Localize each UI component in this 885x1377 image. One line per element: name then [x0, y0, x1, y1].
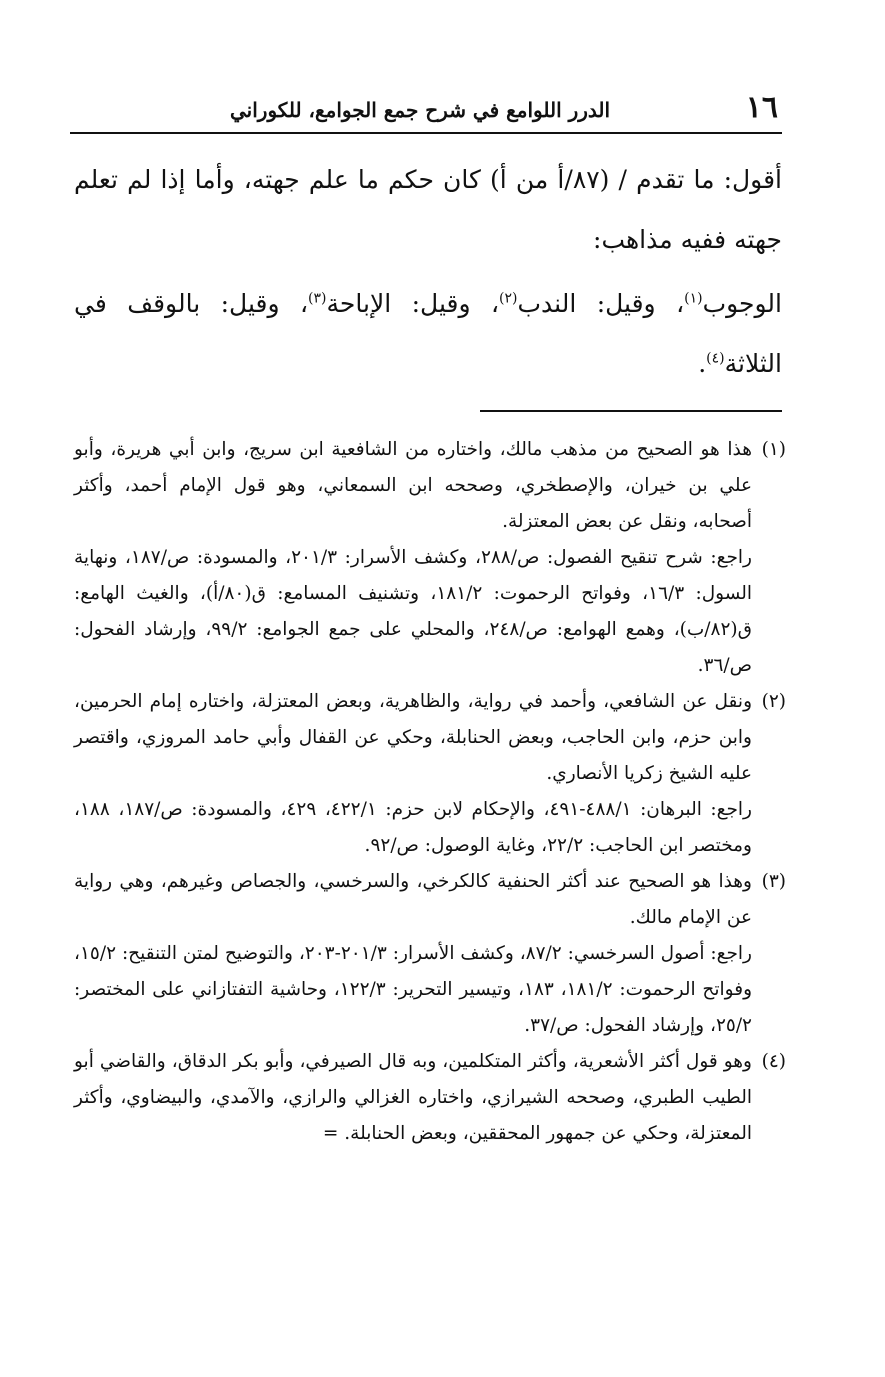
page-number: ١٦ [745, 90, 778, 125]
footnote-3 [74, 864, 786, 1044]
footnote-separator [480, 410, 782, 412]
footnote-body [74, 684, 752, 864]
running-title: الدرر اللوامع في شرح جمع الجوامع، للكوراني [230, 98, 611, 122]
page-header [70, 86, 782, 134]
footnote-paragraph: ونقل عن الشافعي، وأحمد في رواية، والظاهرية، وبعض المعتزلة، واختاره إمام الحرمين، وابن حزم، وابن الحاجب، وبعض الحنابلة، وحكي عن القفال وأبي حامد المروزي، واقتصر عليه الشيخ زكريا الأنصاري. [74, 691, 752, 784]
footnote-paragraph: هذا هو الصحيح من مذهب مالك، واختاره من الشافعية ابن سريج، وابن أبي هريرة، وأبو علي بن خيران، والإصطخري، وصححه ابن السمعاني، وهو قول الإمام أحمد، وأكثر أصحابه، ونقل عن بعض المعتزلة. [74, 439, 752, 532]
main-paragraph: أقول: ما تقدم / (٨٧/أ من أ) كان حكم ما علم جهته، وأما إذا لم تعلم جهته ففيه مذاهب: [74, 165, 782, 254]
footnote-ref-4: (٤) [706, 350, 725, 367]
footnote-references: راجع: البرهان: ٤٨٨/١-٤٩١، والإحكام لابن حزم: ٤٢٢/١، ٤٢٩، والمسودة: ص/١٨٧، ١٨٨، ومختصر ابن الحاجب: ٢٢/٢، وغاية الوصول: ص/٩٢. [74, 799, 752, 856]
footnotes [74, 432, 786, 1152]
footnote-ref-2: (٢) [499, 290, 518, 307]
text-run: الوجوب [702, 289, 782, 318]
footnote-2 [74, 684, 786, 864]
main-text [74, 150, 782, 398]
footnote-number: (٣) [761, 871, 786, 892]
footnote-references: راجع: شرح تنقيح الفصول: ص/٢٨٨، وكشف الأسرار: ٢٠١/٣، والمسودة: ص/١٨٧، ونهاية السول: ١٦/٣، وفواتح الرحموت: ١٨١/٢، وتشنيف المسامع: ق(٨٠/أ)، والغيث الهامع: ق(٨٢/ب)، وهمع الهوامع: ص/٢٤٨، والمحلي على جمع الجوامع: ٩٩/٢، وإرشاد الفحول: ص/٣٦. [74, 547, 753, 676]
footnote-references: راجع: أصول السرخسي: ٨٧/٢، وكشف الأسرار: ٢٠١/٣-٢٠٣، والتوضيح لمتن التنقيح: ١٥/٢، وفواتح الرحموت: ١٨١/٢، ١٨٣، وتيسير التحرير: ١٢٢/٣، وحاشية التفتازاني على المختصر: ٢٥/٢، وإرشاد الفحول: ص/٣٧. [74, 943, 753, 1036]
footnote-number: (٤) [761, 1051, 786, 1072]
footnote-paragraph: وهو قول أكثر الأشعرية، وأكثر المتكلمين، وبه قال الصيرفي، وأبو بكر الدقاق، والقاضي أبو الطيب الطبري، وصححه الشيرازي، واختاره الغزالي والرازي، والآمدي، والبيضاوي، وأكثر المعتزلة، وحكي عن جمهور المحققين، وبعض الحنابلة. = [74, 1051, 752, 1144]
footnote-number: (١) [761, 439, 786, 460]
footnote-body [74, 1044, 752, 1152]
text-run: . [698, 349, 707, 378]
text-run: ، وقيل: بالوقف في الثلاثة [74, 289, 782, 378]
text-run: ، وقيل: الإباحة [326, 289, 500, 318]
footnote-4 [74, 1044, 786, 1152]
footnote-body [74, 432, 752, 684]
main-paragraph-opinions [74, 274, 782, 394]
footnote-1 [74, 432, 786, 684]
text-run: ، وقيل: الندب [517, 289, 685, 318]
footnote-ref-1: (١) [684, 290, 703, 307]
footnote-number: (٢) [761, 691, 786, 712]
footnote-paragraph: وهذا هو الصحيح عند أكثر الحنفية كالكرخي، والسرخسي، والجصاص وغيرهم، وهي رواية عن الإمام مالك. [74, 871, 752, 928]
footnote-body [74, 864, 752, 1044]
footnote-ref-3: (٣) [308, 290, 327, 307]
